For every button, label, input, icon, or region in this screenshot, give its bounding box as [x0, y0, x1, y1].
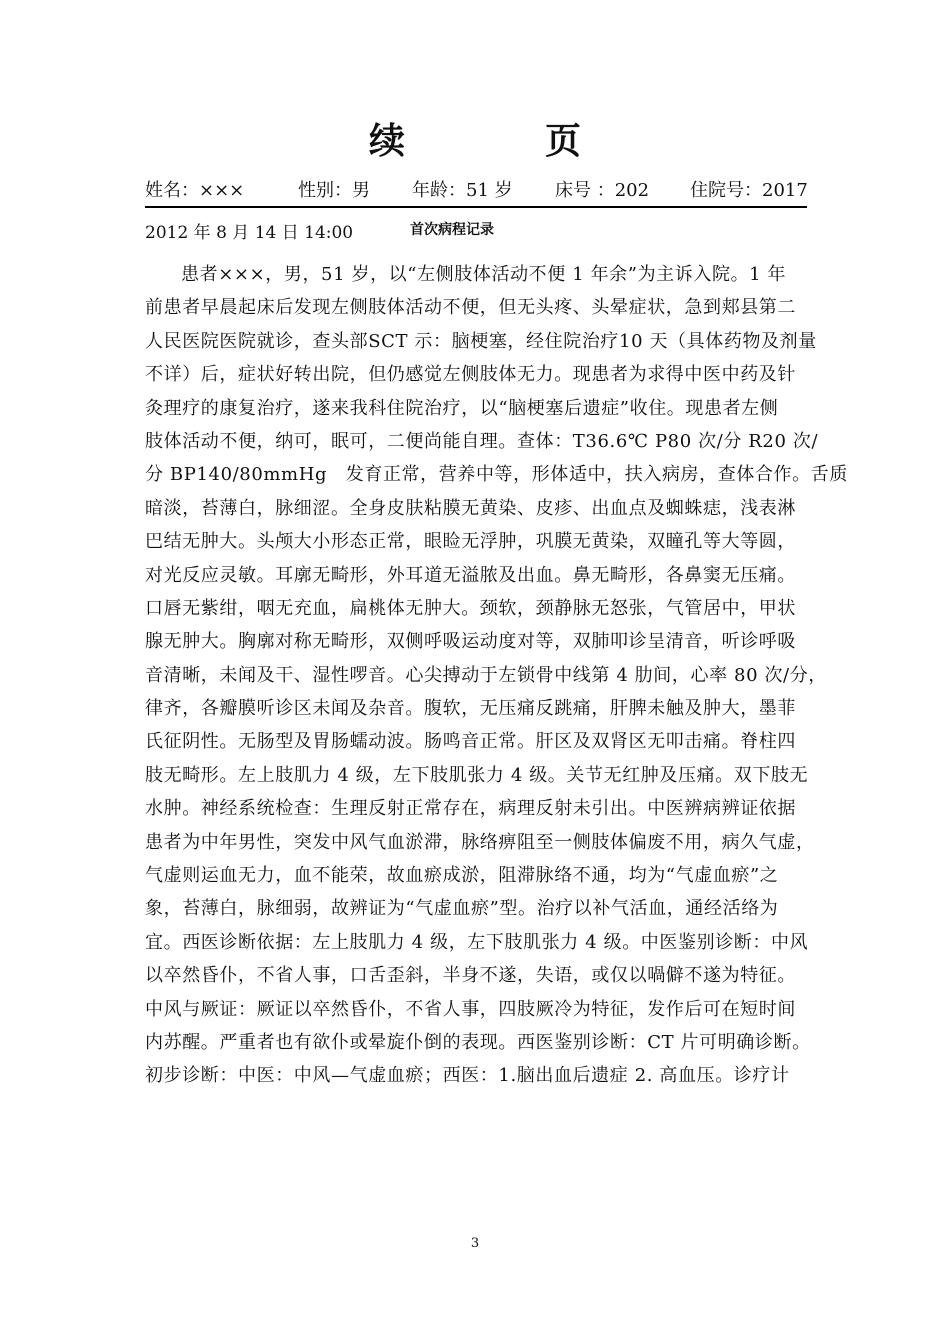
body-line: 氏征阴性。无肠型及胃肠蠕动波。肠鸣音正常。肝区及双肾区无叩击痛。脊柱四	[145, 731, 796, 753]
patient-info-header	[145, 178, 807, 208]
page-title: 续 页	[368, 121, 633, 162]
body-line: 腺无肿大。胸廓对称无畸形，双侧呼吸运动度对等，双肺叩诊呈清音，听诊呼吸	[145, 631, 796, 653]
body-line: 对光反应灵敏。耳廓无畸形，外耳道无溢脓及出血。鼻无畸形，各鼻窦无压痛。	[145, 564, 796, 586]
body-line: 巴结无肿大。头颅大小形态正常，眼睑无浮肿，巩膜无黄染，双瞳孔等大等圆，	[145, 531, 796, 553]
patient-age: 年龄：51 岁	[412, 180, 513, 201]
body-line: 患者为中年男性，突发中风气血淤滞，脉络痹阻至一侧肢体偏废不用，病久气虚，	[145, 831, 815, 853]
body-line: 人民医院医院就诊，查头部SCT 示：脑梗塞，经住院治疗10 天（具体药物及剂量	[145, 330, 817, 352]
body-line: 中风与厥证：厥证以卒然昏仆，不省人事，四肢厥冷为特征，发作后可在短时间	[145, 998, 796, 1020]
page-number: 3	[470, 1236, 480, 1251]
body-line: 内苏醒。严重者也有欲仆或晕旋仆倒的表现。西医鉴别诊断：CT 片可明确诊断。	[145, 1031, 811, 1053]
record-date-time: 2012 年 8 月 14 日 14:00	[145, 223, 354, 243]
body-line: 律齐，各瓣膜听诊区未闻及杂音。腹软，无压痛反跳痛，肝脾未触及肿大，墨菲	[145, 698, 796, 720]
record-type-label: 首次病程记录	[410, 222, 494, 238]
record-body	[145, 258, 848, 1093]
bed-number: 床号 ：202	[555, 180, 650, 201]
body-line: 暗淡，苔薄白，脉细涩。全身皮肤粘膜无黄染、皮疹、出血点及蜘蛛痣，浅表淋	[145, 497, 796, 519]
body-line: 初步诊断：中医：中风—气虚血瘀；西医：1.脑出血后遗症 2. 高血压。诊疗计	[145, 1065, 790, 1087]
body-line: 音清晰，未闻及干、湿性啰音。心尖搏动于左锁骨中线第 4 肋间，心率 80 次/分，	[145, 664, 827, 686]
body-line: 以卒然昏仆，不省人事，口舌歪斜，半身不遂，失语，或仅以喎僻不遂为特征。	[145, 965, 796, 987]
body-line: 前患者早晨起床后发现左侧肢体活动不便，但无头疼、头晕症状，急到郏县第二	[145, 297, 796, 319]
body-line: 口唇无紫绀，咽无充血，扁桃体无肿大。颈软，颈静脉无怒张，气管居中，甲状	[145, 597, 796, 619]
body-line: 肢体活动不便，纳可，眠可，二便尚能自理。查体：T36.6℃ P80 次/分 R20 次/	[145, 430, 819, 452]
body-line: 气虚则运血无力，血不能荣，故血瘀成淤，阻滞脉络不通，均为“气虚血瘀”之	[145, 865, 779, 887]
body-line: 患者×××，男，51 岁，以“左侧肢体活动不便 1 年余”为主诉入院。1 年	[181, 264, 787, 285]
body-line: 水肿。神经系统检查：生理反射正常存在，病理反射未引出。中医辨病辨证依据	[145, 798, 796, 820]
admission-number: 住院号：2017	[690, 180, 808, 201]
patient-gender: 性别：男	[298, 180, 370, 201]
body-line: 象，苔薄白，脉细弱，故辨证为“气虚血瘀”型。治疗以补气活血，通经活络为	[145, 898, 779, 920]
body-line: 分 BP140/80mmHg 发育正常，营养中等，形体适中，扶入病房，查体合作。舌质	[145, 464, 848, 486]
body-line: 宜。西医诊断依据：左上肢肌力 4 级，左下肢肌张力 4 级。中医鉴别诊断：中风	[145, 931, 809, 953]
patient-name: 姓名：×××	[145, 180, 245, 201]
body-line: 不详）后，症状好转出院，但仍感觉左侧肢体无力。现患者为求得中医中药及针	[145, 364, 796, 386]
body-line: 肢无畸形。左上肢肌力 4 级，左下肢肌张力 4 级。关节无红肿及压痛。双下肢无	[145, 764, 809, 786]
body-line: 灸理疗的康复治疗，遂来我科住院治疗，以“脑梗塞后遗症”收住。现患者左侧	[145, 397, 779, 419]
